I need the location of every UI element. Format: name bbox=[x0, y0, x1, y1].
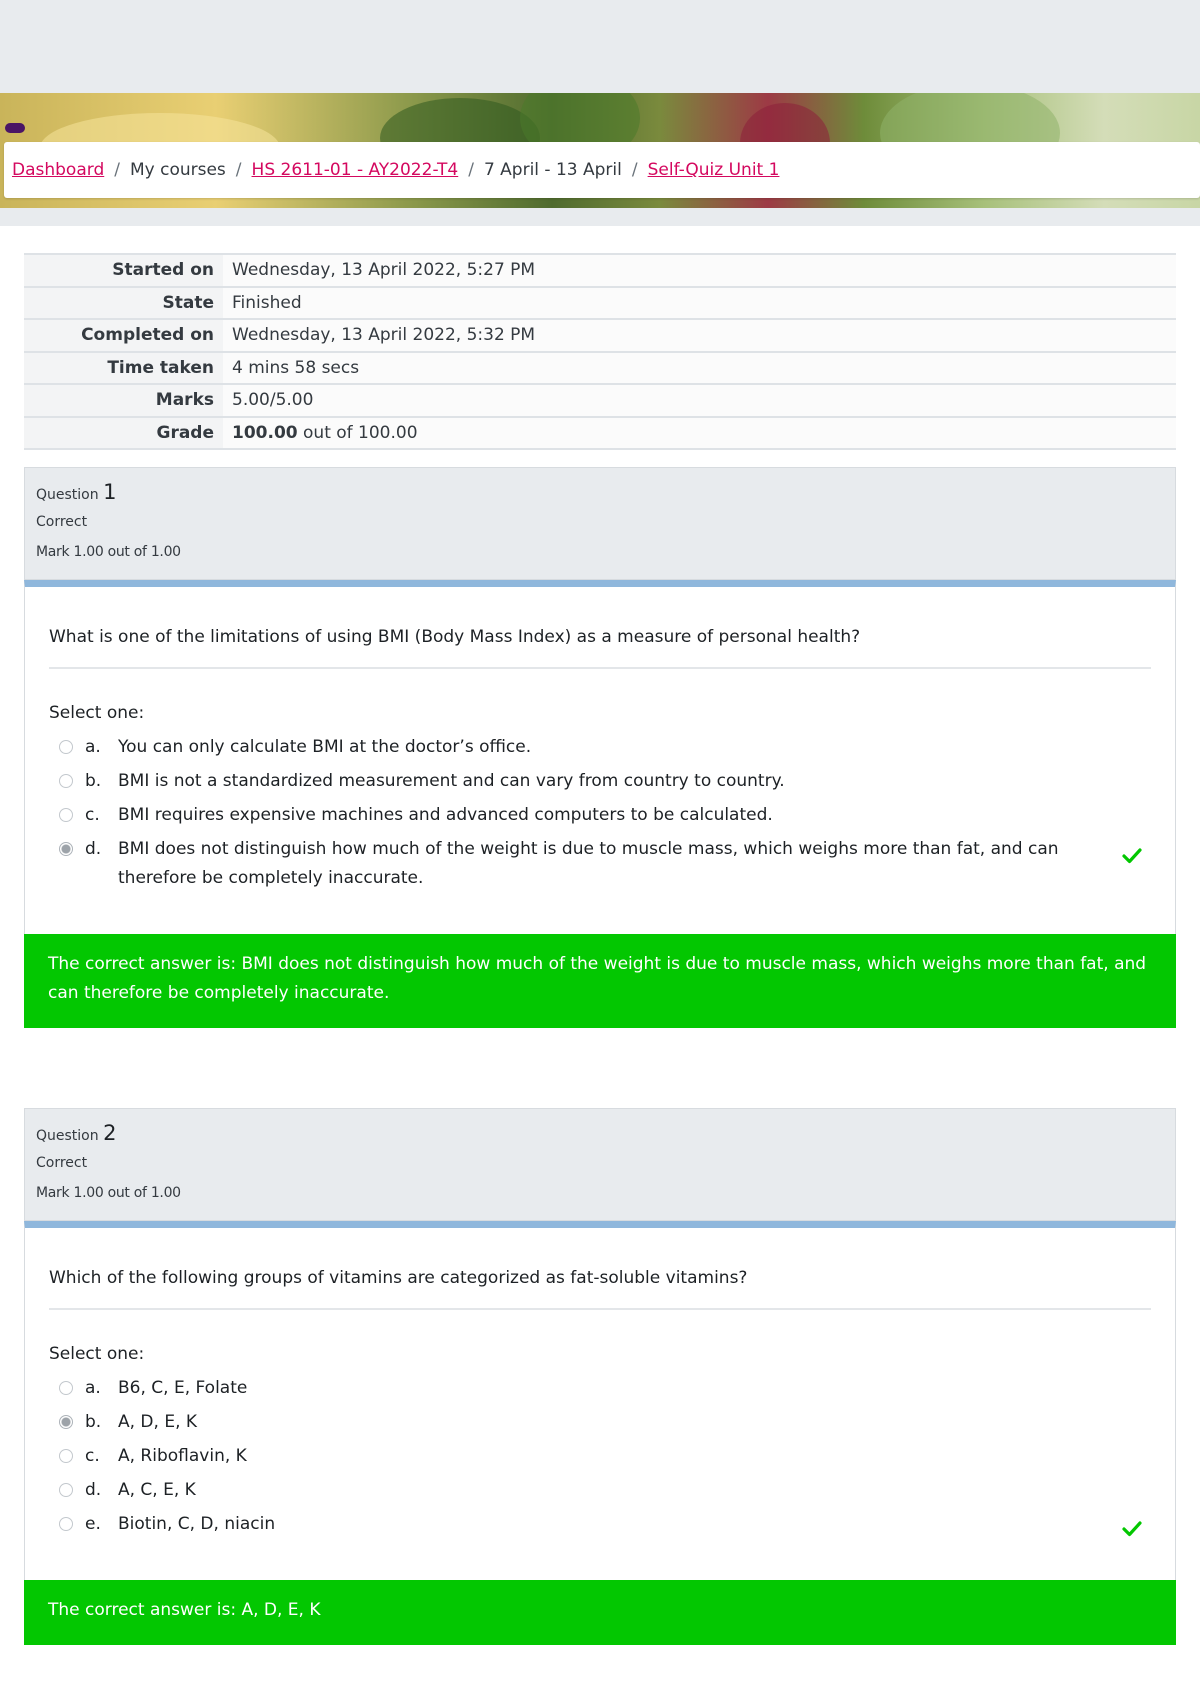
answer-option-e[interactable] bbox=[49, 1510, 1151, 1539]
breadcrumb-dashboard-link[interactable]: Dashboard bbox=[12, 160, 105, 180]
answer-list bbox=[49, 733, 1151, 934]
grade-total: out of 100.00 bbox=[297, 422, 418, 443]
answer-text: Biotin, C, D, niacin bbox=[118, 1514, 276, 1534]
radio-icon[interactable] bbox=[59, 1449, 73, 1463]
answer-option-a[interactable] bbox=[49, 733, 1151, 762]
answer-letter: b. bbox=[85, 1412, 102, 1432]
breadcrumb-week-section[interactable]: 7 April - 13 April bbox=[483, 160, 622, 180]
correct-answer-feedback: The correct answer is: A, D, E, K bbox=[24, 1580, 1176, 1645]
summary-label: Grade bbox=[24, 417, 223, 450]
breadcrumb bbox=[4, 142, 1200, 198]
answer-text: BMI requires expensive machines and advanced computers to be calculated. bbox=[118, 805, 773, 825]
answer-letter: c. bbox=[85, 805, 100, 825]
question-info bbox=[24, 467, 1176, 580]
answer-text: A, D, E, K bbox=[118, 1412, 198, 1432]
summary-row-time-taken bbox=[24, 352, 1176, 385]
summary-label: Started on bbox=[24, 254, 223, 287]
summary-label: Completed on bbox=[24, 319, 223, 352]
check-icon bbox=[1121, 1518, 1143, 1540]
answer-text: B6, C, E, Folate bbox=[118, 1378, 248, 1398]
radio-icon[interactable] bbox=[59, 740, 73, 754]
summary-row-state bbox=[24, 287, 1176, 320]
radio-icon[interactable] bbox=[59, 1415, 73, 1429]
summary-row-started-on bbox=[24, 254, 1176, 287]
answer-text: You can only calculate BMI at the doctor’s office. bbox=[118, 737, 532, 757]
question-text: What is one of the limitations of using BMI (Body Mass Index) as a measure of personal health? bbox=[49, 587, 1151, 669]
breadcrumb-course-link[interactable]: HS 2611-01 - AY2022-T4 bbox=[251, 160, 459, 180]
question-grade: Mark 1.00 out of 1.00 bbox=[36, 1185, 181, 1201]
breadcrumb-separator: / bbox=[235, 160, 242, 180]
answer-letter: a. bbox=[85, 737, 101, 757]
question-state: Correct bbox=[36, 1155, 88, 1171]
answer-letter: c. bbox=[85, 1446, 100, 1466]
answer-text: BMI is not a standardized measurement and can vary from country to country. bbox=[118, 771, 785, 791]
answer-option-c[interactable] bbox=[49, 1442, 1151, 1471]
radio-icon[interactable] bbox=[59, 1483, 73, 1497]
question-grade: Mark 1.00 out of 1.00 bbox=[36, 544, 181, 560]
breadcrumb-separator: / bbox=[468, 160, 474, 180]
question-content bbox=[24, 580, 1176, 934]
answer-option-b[interactable] bbox=[49, 767, 1151, 796]
answer-text: BMI does not distinguish how much of the weight is due to muscle mass, which weighs more than fat, and can therefore be completely inaccurate. bbox=[118, 839, 1059, 888]
summary-value: 4 mins 58 secs bbox=[223, 352, 1176, 385]
radio-icon[interactable] bbox=[59, 1381, 73, 1395]
radio-icon[interactable] bbox=[59, 842, 73, 856]
answer-option-d[interactable] bbox=[49, 835, 1151, 893]
summary-value bbox=[223, 417, 1176, 450]
header-bottom-strip bbox=[0, 208, 1200, 226]
question-content bbox=[24, 1221, 1176, 1580]
quiz-attempt-summary-table bbox=[24, 253, 1176, 450]
breadcrumb-separator: / bbox=[114, 160, 120, 180]
answer-letter: e. bbox=[85, 1514, 101, 1534]
radio-icon[interactable] bbox=[59, 808, 73, 822]
breadcrumb-my-courses[interactable]: My courses bbox=[129, 160, 226, 180]
answer-list bbox=[49, 1374, 1151, 1580]
answer-prompt: Select one: bbox=[49, 1344, 145, 1364]
summary-row-marks bbox=[24, 384, 1176, 417]
summary-value: 5.00/5.00 bbox=[223, 384, 1176, 417]
summary-value: Wednesday, 13 April 2022, 5:32 PM bbox=[223, 319, 1176, 352]
summary-label: State bbox=[24, 287, 223, 320]
answer-letter: b. bbox=[85, 771, 102, 791]
banner-toggle-button[interactable] bbox=[5, 123, 25, 133]
breadcrumb-quiz-link[interactable]: Self-Quiz Unit 1 bbox=[647, 160, 780, 180]
answer-letter: d. bbox=[85, 839, 102, 859]
summary-value: Finished bbox=[223, 287, 1176, 320]
answer-prompt: Select one: bbox=[49, 703, 145, 723]
answer-option-d[interactable] bbox=[49, 1476, 1151, 1505]
answer-option-b[interactable] bbox=[49, 1408, 1151, 1437]
question-state: Correct bbox=[36, 514, 88, 530]
breadcrumb-separator: / bbox=[631, 160, 638, 180]
summary-row-grade bbox=[24, 417, 1176, 450]
summary-value: Wednesday, 13 April 2022, 5:27 PM bbox=[223, 254, 1176, 287]
summary-label: Time taken bbox=[24, 352, 223, 385]
answer-option-a[interactable] bbox=[49, 1374, 1151, 1403]
answer-text: A, Riboflavin, K bbox=[118, 1446, 247, 1466]
question-text: Which of the following groups of vitamins are categorized as fat-soluble vitamins? bbox=[49, 1228, 1151, 1310]
question-number: Question 1 bbox=[36, 480, 117, 504]
question-info bbox=[24, 1108, 1176, 1221]
check-icon bbox=[1121, 845, 1143, 867]
question-1 bbox=[24, 467, 1176, 1028]
question-2 bbox=[24, 1108, 1176, 1645]
top-navbar bbox=[0, 0, 1200, 93]
answer-text: A, C, E, K bbox=[118, 1480, 196, 1500]
correct-answer-feedback: The correct answer is: BMI does not distinguish how much of the weight is due to muscle mass, which weighs more than fat, and can therefore be completely inaccurate. bbox=[24, 934, 1176, 1028]
radio-icon[interactable] bbox=[59, 1517, 73, 1531]
summary-label: Marks bbox=[24, 384, 223, 417]
answer-letter: a. bbox=[85, 1378, 101, 1398]
summary-row-completed-on bbox=[24, 319, 1176, 352]
question-number: Question 2 bbox=[36, 1121, 117, 1145]
answer-letter: d. bbox=[85, 1480, 102, 1500]
grade-value: 100.00 bbox=[232, 422, 298, 443]
radio-icon[interactable] bbox=[59, 774, 73, 788]
answer-option-c[interactable] bbox=[49, 801, 1151, 830]
